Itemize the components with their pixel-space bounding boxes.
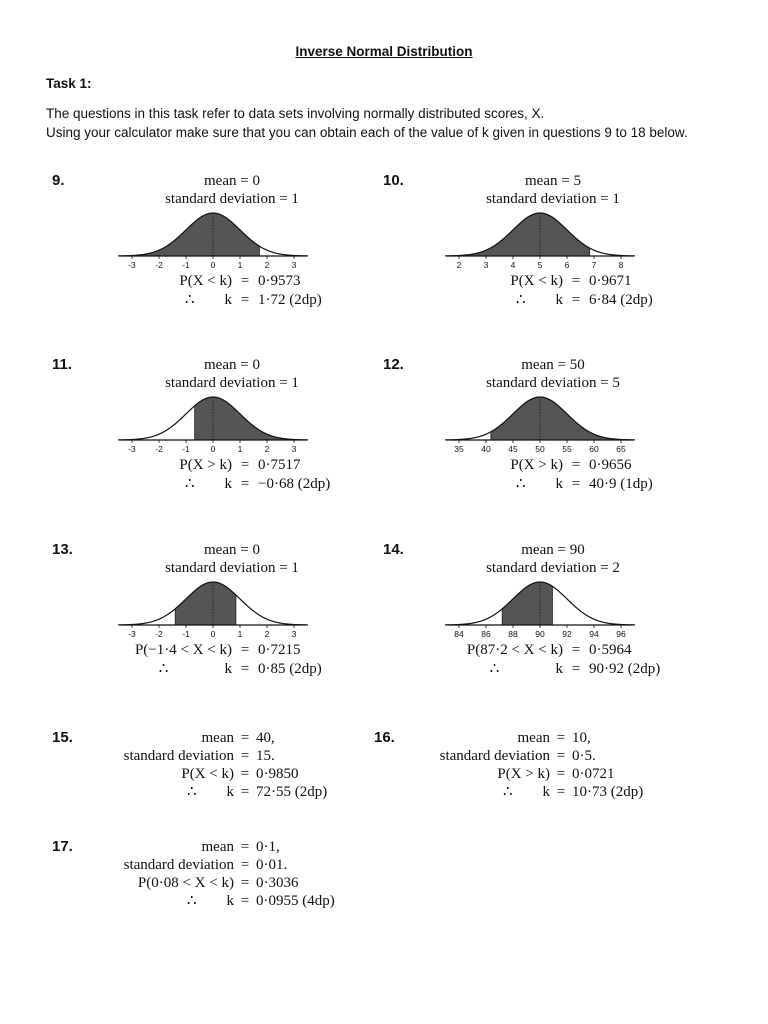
- result-lhs: ∴ k: [184, 476, 232, 492]
- tick-label: 7: [591, 260, 597, 270]
- result-line: [132, 456, 330, 475]
- equals-sign: =: [240, 784, 250, 800]
- tick-label: 4: [510, 260, 516, 270]
- parameter-label: mean: [201, 730, 234, 746]
- parameter-row: [102, 783, 327, 801]
- normal-curve: [118, 208, 308, 270]
- tick-label: 2: [264, 629, 270, 639]
- equals-sign: =: [240, 730, 250, 746]
- task-heading: Task 1:: [46, 76, 92, 91]
- normal-curve: [445, 208, 635, 270]
- tick-label: 1: [237, 444, 243, 454]
- result-block: [431, 641, 660, 679]
- result-line: [431, 660, 660, 679]
- mean-label: mean = 5: [525, 173, 581, 189]
- result-rhs: 90·92 (2dp): [589, 661, 661, 677]
- result-lhs: ∴ k: [489, 661, 563, 677]
- tick-label: 2: [456, 260, 462, 270]
- result-lhs: P(X < k): [510, 273, 563, 289]
- mean-label: mean = 0: [204, 173, 260, 189]
- result-block: [132, 456, 330, 494]
- equals-sign: =: [556, 730, 566, 746]
- sd-label: standard deviation = 1: [165, 560, 299, 576]
- equals-sign: =: [240, 857, 250, 873]
- shaded-area: [175, 582, 236, 625]
- question-params: [132, 172, 332, 208]
- parameter-row: [414, 783, 643, 801]
- parameter-label: mean: [201, 839, 234, 855]
- tick-label: 90: [535, 629, 545, 639]
- tick-label: 94: [589, 629, 599, 639]
- result-rhs: 1·72 (2dp): [258, 292, 322, 308]
- parameter-row: [102, 838, 335, 856]
- result-line: [100, 660, 322, 679]
- tick-label: -2: [155, 629, 163, 639]
- parameter-table: [414, 729, 643, 801]
- sd-label: standard deviation = 1: [486, 191, 620, 207]
- parameter-value: 0·0955 (4dp): [256, 893, 335, 909]
- tick-label: -3: [128, 260, 136, 270]
- sd-label: standard deviation = 2: [486, 560, 620, 576]
- question-number: 17.: [52, 838, 73, 855]
- equals-sign: =: [556, 766, 566, 782]
- normal-curve: [118, 577, 308, 639]
- tick-label: 84: [454, 629, 464, 639]
- parameter-label: P(X > k): [497, 766, 550, 782]
- tick-label: 92: [562, 629, 572, 639]
- result-lhs: P(−1·4 < X < k): [134, 642, 232, 658]
- tick-label: 2: [264, 260, 270, 270]
- tick-label: 65: [616, 444, 626, 454]
- intro-line-2: Using your calculator make sure that you can obtain each of the value of k given in questions 9 to 18 below.: [46, 125, 688, 140]
- tick-label: 96: [616, 629, 626, 639]
- question-number: 9.: [52, 172, 65, 189]
- tick-label: 5: [537, 260, 543, 270]
- result-line: [463, 475, 653, 494]
- tick-label: 55: [562, 444, 572, 454]
- parameter-value: 0·9850: [256, 766, 299, 782]
- tick-label: 8: [618, 260, 624, 270]
- result-lhs: P(X > k): [179, 457, 232, 473]
- equals-sign: =: [240, 893, 250, 909]
- parameter-value: 0·1,: [256, 839, 280, 855]
- result-lhs: P(X < k): [179, 273, 232, 289]
- parameter-table: [102, 729, 327, 801]
- intro-line-1: The questions in this task refer to data sets involving normally distributed scores, X.: [46, 106, 545, 121]
- parameter-label: mean: [517, 730, 550, 746]
- tick-label: 86: [481, 629, 491, 639]
- question-number: 10.: [383, 172, 404, 189]
- parameter-row: [414, 729, 643, 747]
- parameter-value: 0·5.: [572, 748, 596, 764]
- mean-label: mean = 0: [204, 357, 260, 373]
- question-params: [453, 541, 653, 577]
- result-block: [463, 456, 653, 494]
- question-params: [132, 541, 332, 577]
- equals-sign: =: [240, 273, 250, 289]
- tick-label: -2: [155, 444, 163, 454]
- result-lhs: ∴ k: [158, 661, 232, 677]
- equals-sign: =: [571, 642, 581, 658]
- tick-label: 35: [454, 444, 464, 454]
- result-line: [463, 272, 653, 291]
- question-number: 13.: [52, 541, 73, 558]
- parameter-row: [102, 765, 327, 783]
- parameter-value: 10,: [572, 730, 591, 746]
- parameter-value: 0·0721: [572, 766, 615, 782]
- result-rhs: 0·7215: [258, 642, 301, 658]
- question-params: [132, 356, 332, 392]
- tick-label: -1: [182, 260, 190, 270]
- equals-sign: =: [240, 292, 250, 308]
- result-rhs: 6·84 (2dp): [589, 292, 653, 308]
- result-rhs: 0·85 (2dp): [258, 661, 322, 677]
- result-rhs: 0·5964: [589, 642, 632, 658]
- parameter-value: 72·55 (2dp): [256, 784, 328, 800]
- shaded-area: [118, 213, 259, 256]
- parameter-label: ∴ k: [186, 893, 234, 909]
- intro-text: [46, 104, 736, 142]
- normal-curve: [118, 392, 308, 454]
- tick-label: 0: [210, 444, 216, 454]
- mean-label: mean = 90: [521, 542, 585, 558]
- parameter-table: [102, 838, 335, 910]
- equals-sign: =: [556, 784, 566, 800]
- tick-label: 0: [210, 629, 216, 639]
- equals-sign: =: [240, 839, 250, 855]
- parameter-label: standard deviation: [123, 748, 234, 764]
- result-rhs: 0·7517: [258, 457, 301, 473]
- parameter-label: ∴ k: [502, 784, 550, 800]
- equals-sign: =: [240, 748, 250, 764]
- question-params: [453, 356, 653, 392]
- parameter-row: [414, 747, 643, 765]
- result-rhs: 40·9 (1dp): [589, 476, 653, 492]
- parameter-value: 40,: [256, 730, 275, 746]
- parameter-row: [102, 729, 327, 747]
- sd-label: standard deviation = 1: [165, 191, 299, 207]
- parameter-label: standard deviation: [123, 857, 234, 873]
- result-rhs: 0·9671: [589, 273, 632, 289]
- tick-label: 50: [535, 444, 545, 454]
- equals-sign: =: [571, 476, 581, 492]
- equals-sign: =: [240, 766, 250, 782]
- tick-label: -1: [182, 629, 190, 639]
- result-line: [463, 291, 653, 310]
- parameter-label: P(X < k): [181, 766, 234, 782]
- result-lhs: ∴ k: [515, 476, 563, 492]
- question-number: 14.: [383, 541, 404, 558]
- parameter-value: 15.: [256, 748, 275, 764]
- tick-label: 2: [264, 444, 270, 454]
- mean-label: mean = 50: [521, 357, 585, 373]
- parameter-row: [102, 747, 327, 765]
- tick-label: -2: [155, 260, 163, 270]
- result-line: [132, 475, 330, 494]
- tick-label: -1: [182, 444, 190, 454]
- equals-sign: =: [556, 748, 566, 764]
- question-number: 12.: [383, 356, 404, 373]
- equals-sign: =: [571, 292, 581, 308]
- page-title: Inverse Normal Distribution: [295, 44, 473, 59]
- tick-label: 3: [291, 260, 297, 270]
- tick-label: 1: [237, 260, 243, 270]
- result-line: [100, 641, 322, 660]
- question-number: 16.: [374, 729, 395, 746]
- parameter-row: [102, 892, 335, 910]
- sd-label: standard deviation = 5: [486, 375, 620, 391]
- result-line: [132, 291, 322, 310]
- result-block: [463, 272, 653, 310]
- result-lhs: ∴ k: [515, 292, 563, 308]
- tick-label: 45: [508, 444, 518, 454]
- equals-sign: =: [240, 457, 250, 473]
- parameter-label: standard deviation: [439, 748, 550, 764]
- normal-curve: [445, 392, 635, 454]
- normal-curve: [445, 577, 635, 639]
- equals-sign: =: [571, 273, 581, 289]
- parameter-label: P(0·08 < X < k): [137, 875, 234, 891]
- tick-label: -3: [128, 444, 136, 454]
- parameter-row: [102, 874, 335, 892]
- tick-label: 1: [237, 629, 243, 639]
- result-block: [100, 641, 322, 679]
- parameter-row: [102, 856, 335, 874]
- equals-sign: =: [240, 875, 250, 891]
- equals-sign: =: [240, 476, 250, 492]
- shaded-area: [491, 397, 635, 440]
- tick-label: 88: [508, 629, 518, 639]
- parameter-value: 10·73 (2dp): [572, 784, 644, 800]
- result-rhs: −0·68 (2dp): [258, 476, 331, 492]
- tick-label: 40: [481, 444, 491, 454]
- result-lhs: P(87·2 < X < k): [466, 642, 563, 658]
- result-line: [132, 272, 322, 291]
- parameter-value: 0·01.: [256, 857, 288, 873]
- mean-label: mean = 0: [204, 542, 260, 558]
- question-number: 11.: [52, 356, 73, 373]
- tick-label: 60: [589, 444, 599, 454]
- shaded-area: [195, 397, 308, 440]
- result-line: [463, 456, 653, 475]
- shaded-area: [445, 213, 590, 256]
- result-lhs: ∴ k: [184, 292, 232, 308]
- parameter-row: [414, 765, 643, 783]
- parameter-value: 0·3036: [256, 875, 299, 891]
- result-lhs: P(X > k): [510, 457, 563, 473]
- tick-label: 6: [564, 260, 570, 270]
- tick-label: 0: [210, 260, 216, 270]
- equals-sign: =: [571, 457, 581, 473]
- result-rhs: 0·9656: [589, 457, 632, 473]
- tick-label: -3: [128, 629, 136, 639]
- equals-sign: =: [571, 661, 581, 677]
- result-rhs: 0·9573: [258, 273, 301, 289]
- sd-label: standard deviation = 1: [165, 375, 299, 391]
- tick-label: 3: [291, 444, 297, 454]
- tick-label: 3: [291, 629, 297, 639]
- equals-sign: =: [240, 661, 250, 677]
- shaded-area: [502, 582, 552, 625]
- result-line: [431, 641, 660, 660]
- equals-sign: =: [240, 642, 250, 658]
- question-number: 15.: [52, 729, 73, 746]
- question-params: [453, 172, 653, 208]
- parameter-label: ∴ k: [186, 784, 234, 800]
- result-block: [132, 272, 322, 310]
- tick-label: 3: [483, 260, 489, 270]
